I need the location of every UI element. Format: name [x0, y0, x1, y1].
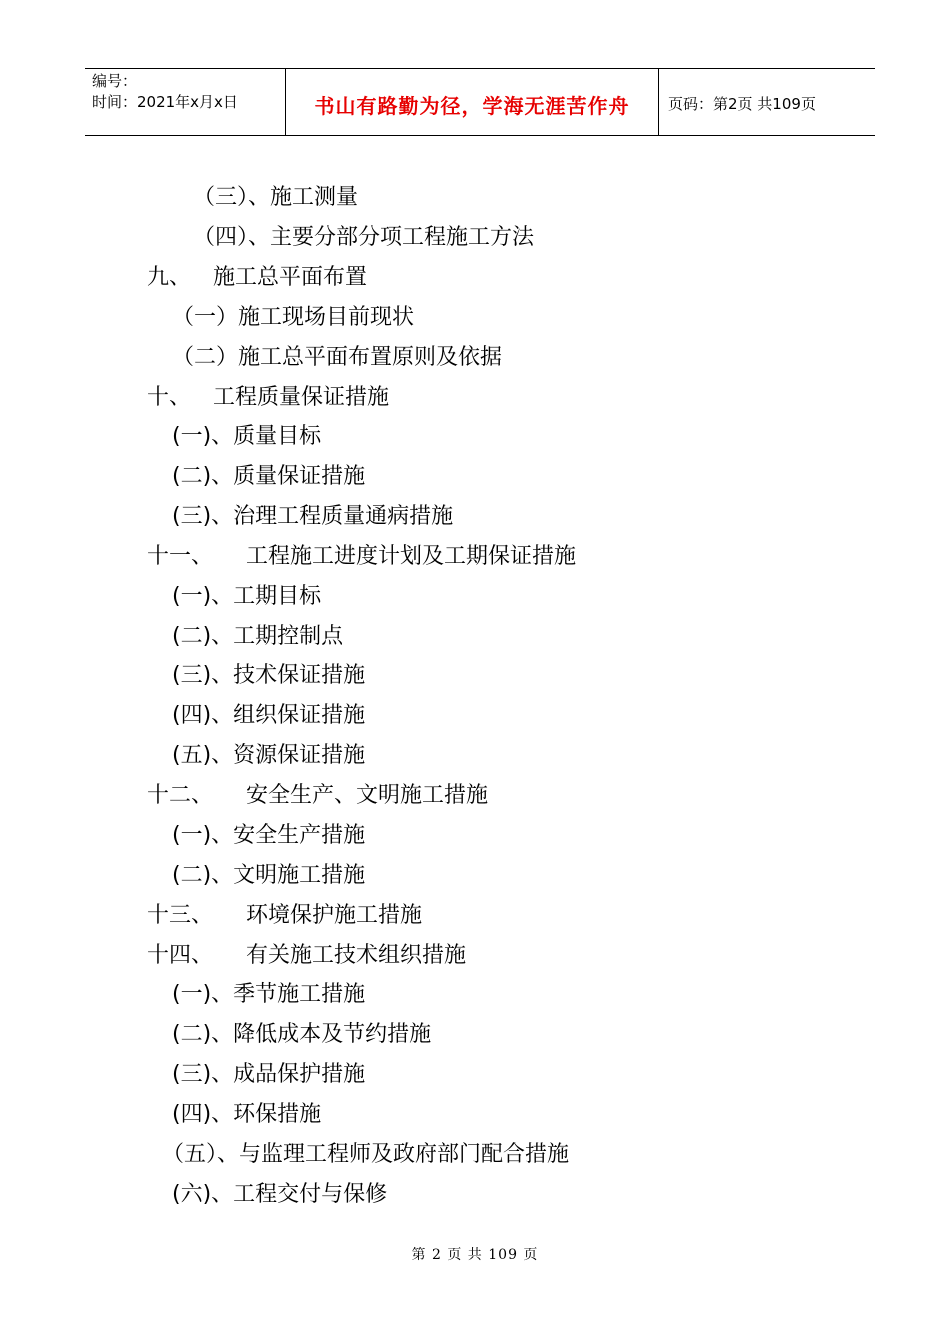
- toc-item-text: 主要分部分项工程施工方法: [270, 225, 535, 250]
- toc-section-text: 安全生产、文明施工措施: [246, 783, 489, 808]
- toc-item: [172, 1021, 431, 1049]
- toc-item-number: (三)、: [172, 1062, 234, 1087]
- toc-section: [147, 942, 466, 970]
- toc-section-number: 十一、: [147, 544, 214, 569]
- toc-item-text: 成品保护措施: [233, 1062, 366, 1087]
- page-footer: 第 2 页 共 109 页: [411, 1247, 539, 1263]
- toc-item-number: (一)、: [172, 823, 234, 848]
- toc-item: [172, 862, 365, 890]
- toc-item: [172, 1181, 387, 1209]
- toc-item-number: （四）、: [193, 225, 271, 250]
- toc-item-number: (四)、: [172, 703, 234, 728]
- toc-item-text: 安全生产措施: [233, 823, 366, 848]
- toc-item-number: (一)、: [172, 982, 234, 1007]
- toc-section-number: 十三、: [147, 903, 214, 928]
- toc-item-number: (五)、: [172, 743, 234, 768]
- toc-item: [172, 1101, 321, 1129]
- toc-item-text: 环保措施: [233, 1102, 322, 1127]
- toc-item-text: 施工现场目前现状: [238, 305, 415, 330]
- document-date: 时间：2021年x月x日: [92, 93, 238, 111]
- toc-item-number: (二)、: [172, 863, 234, 888]
- toc-item-text: 质量保证措施: [233, 464, 366, 489]
- toc-section-text: 工程质量保证措施: [213, 385, 390, 410]
- toc-item: [172, 423, 321, 451]
- toc-item-number: （一）: [172, 305, 239, 330]
- toc-section-number: 十二、: [147, 783, 214, 808]
- toc-item: [172, 702, 365, 730]
- toc-section-number: 十、: [147, 385, 192, 410]
- toc-item-number: (三)、: [172, 663, 234, 688]
- header-meta: [85, 69, 286, 135]
- toc-item: [162, 1141, 569, 1169]
- toc-item-number: （五）、: [162, 1142, 240, 1167]
- toc-item-number: (六)、: [172, 1182, 234, 1207]
- toc-item-number: (二)、: [172, 464, 234, 489]
- toc-item-text: 质量目标: [233, 424, 322, 449]
- toc-item-number: (二)、: [172, 1022, 234, 1047]
- toc-item: [172, 463, 365, 491]
- toc-item-number: （三）、: [193, 185, 271, 210]
- toc-item-text: 施工总平面布置原则及依据: [238, 345, 503, 370]
- toc-item-number: (一)、: [172, 584, 234, 609]
- toc-item-text: 工期目标: [233, 584, 322, 609]
- toc-item-number: (一)、: [172, 424, 234, 449]
- toc-item: [193, 224, 534, 252]
- toc-section: [147, 782, 488, 810]
- toc-item-number: (三)、: [172, 504, 234, 529]
- toc-item: [172, 583, 321, 611]
- toc-item: [172, 1061, 365, 1089]
- toc-item-text: 技术保证措施: [233, 663, 366, 688]
- toc-item-text: 组织保证措施: [233, 703, 366, 728]
- toc-section: [147, 543, 576, 571]
- toc-item: [172, 742, 365, 770]
- toc-item-text: 工程交付与保修: [233, 1182, 388, 1207]
- toc-item-text: 季节施工措施: [233, 982, 366, 1007]
- toc-item-text: 与监理工程师及政府部门配合措施: [239, 1142, 570, 1167]
- toc-section: [147, 384, 389, 412]
- toc-item: [193, 184, 358, 212]
- toc-item-text: 治理工程质量通病措施: [233, 504, 454, 529]
- toc-section: [147, 264, 367, 292]
- toc-item-text: 文明施工措施: [233, 863, 366, 888]
- toc-item-number: (四)、: [172, 1102, 234, 1127]
- toc-section-text: 有关施工技术组织措施: [246, 943, 467, 968]
- toc-item: [172, 623, 343, 651]
- toc-section-text: 施工总平面布置: [213, 265, 368, 290]
- toc-section-text: 工程施工进度计划及工期保证措施: [246, 544, 577, 569]
- toc-item: [172, 304, 414, 332]
- toc-section-number: 九、: [147, 265, 192, 290]
- toc-section-text: 环境保护施工措施: [246, 903, 423, 928]
- toc-item: [172, 822, 365, 850]
- toc-section-number: 十四、: [147, 943, 214, 968]
- toc-item: [172, 503, 453, 531]
- toc-item-text: 降低成本及节约措施: [233, 1022, 432, 1047]
- toc-item-number: (二)、: [172, 624, 234, 649]
- header-page-info: 页码：第2页 共109页: [668, 94, 816, 113]
- toc-item-text: 资源保证措施: [233, 743, 366, 768]
- page-header: [85, 68, 875, 136]
- toc-item-text: 工期控制点: [233, 624, 344, 649]
- document-number-label: 编号：: [92, 72, 138, 90]
- toc-item-text: 施工测量: [270, 185, 359, 210]
- toc-item: [172, 662, 365, 690]
- toc-item: [172, 344, 502, 372]
- toc-item: [172, 981, 365, 1009]
- toc-item-number: （二）: [172, 345, 239, 370]
- toc-section: [147, 902, 422, 930]
- header-motto: 书山有路勤为径，学海无涯苦作舟: [286, 69, 659, 135]
